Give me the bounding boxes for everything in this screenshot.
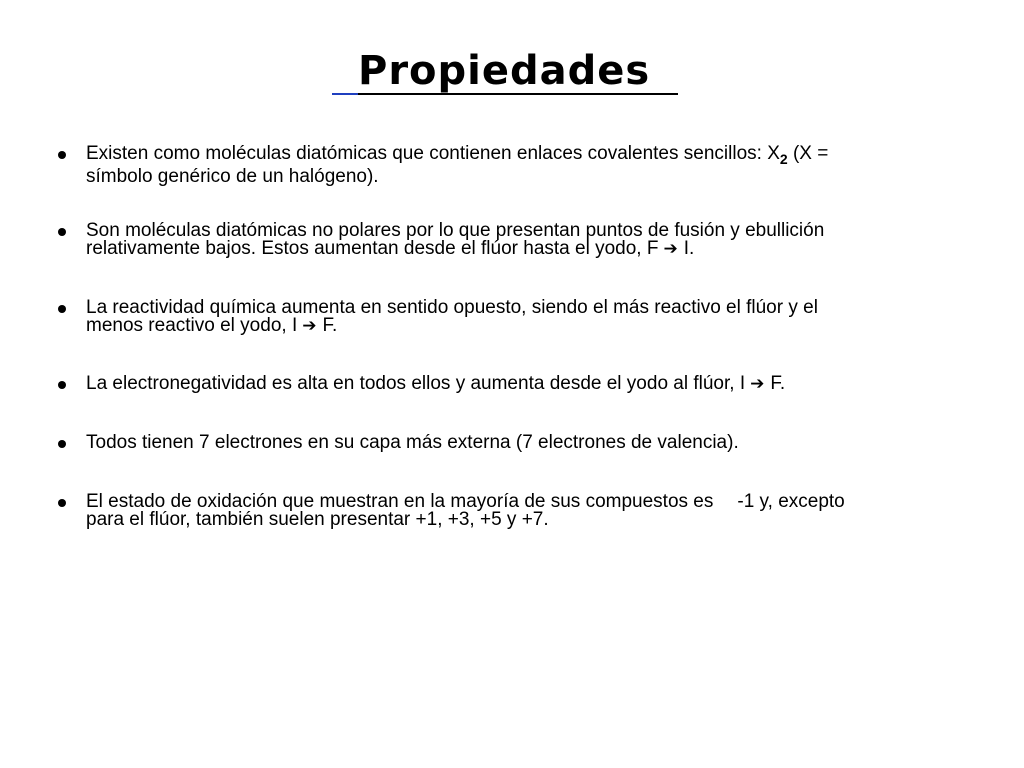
bullet-text-segment: F.: [322, 315, 338, 336]
bullet-text-segment: (X =: [787, 143, 829, 164]
bullet-line: [86, 145, 946, 168]
bullet-line: símbolo genérico de un halógeno).: [86, 166, 379, 187]
title-underline-accent: [332, 93, 358, 95]
bullet-text: [86, 375, 946, 393]
bullet-text-segment: menos reactivo el yodo, I: [86, 315, 298, 336]
bullet-text-segment: I.: [683, 238, 695, 259]
bullet-line: [86, 375, 946, 393]
bullet-line: [86, 240, 946, 258]
bullet-text-segment: relativamente bajos. Estos aumentan desde el flúor hasta el yodo, F: [86, 238, 659, 259]
bullet-text: [86, 145, 946, 186]
bullet-line: La reactividad química aumenta en sentido opuesto, siendo el más reactivo el flúor y el: [86, 297, 818, 318]
bullet-dot-icon: [58, 381, 66, 389]
bullet-text-segment: Existen como moléculas diatómicas que contienen enlaces covalentes sencillos: X: [86, 143, 780, 164]
bullet-line: [86, 317, 946, 335]
bullet-line: para el flúor, también suelen presentar +1, +3, +5 y +7.: [86, 509, 549, 530]
bullet-text-segment: El estado de oxidación que muestran en la mayoría de sus compuestos es: [86, 491, 714, 512]
bullet-line: Son moléculas diatómicas no polares por lo que presentan puntos de fusión y ebullición: [86, 220, 825, 241]
bullet-text: [86, 493, 946, 529]
arrow-right-icon: ➔: [750, 374, 765, 393]
title-block: [332, 46, 678, 100]
bullet-text: [86, 299, 946, 335]
arrow-right-icon: ➔: [663, 239, 678, 258]
arrow-right-icon: ➔: [302, 316, 317, 335]
bullet-dot-icon: [58, 499, 66, 507]
bullet-line: Todos tienen 7 electrones en su capa más externa (7 electrones de valencia).: [86, 432, 739, 453]
slide-title: Propiedades: [358, 48, 651, 94]
bullet-text-segment: F.: [770, 373, 786, 394]
bullet-text: [86, 434, 946, 452]
bullet-dot-icon: [58, 228, 66, 236]
bullet-text-segment: La electronegatividad es alta en todos ellos y aumenta desde el yodo al flúor, I: [86, 373, 746, 394]
bullet-text: [86, 222, 946, 258]
bullet-dot-icon: [58, 440, 66, 448]
bullet-dot-icon: [58, 305, 66, 313]
bullet-text-segment: -1 y, excepto: [737, 491, 845, 512]
subscript: 2: [779, 151, 788, 167]
bullet-dot-icon: [58, 151, 66, 159]
